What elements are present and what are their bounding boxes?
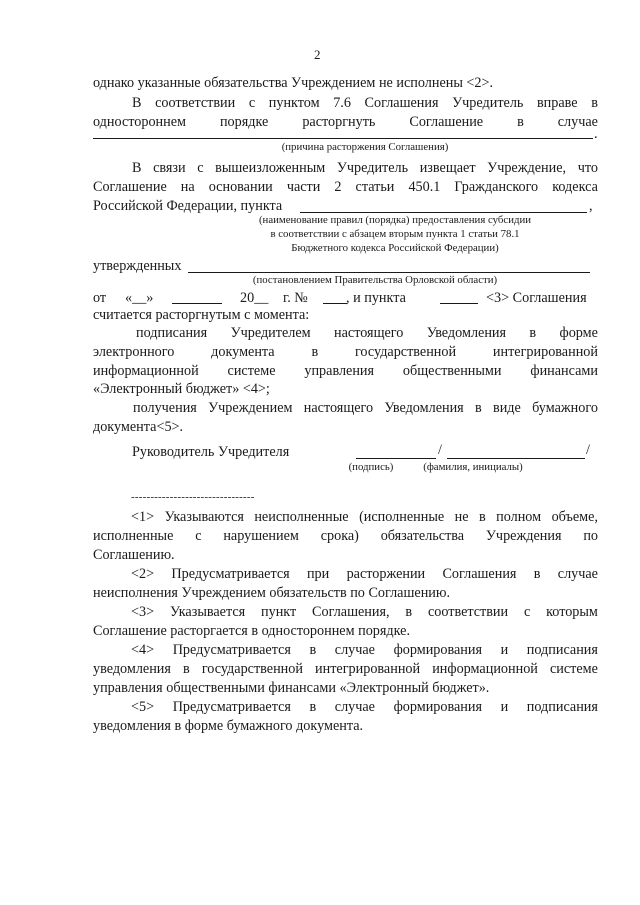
approved-label: утвержденных — [93, 258, 182, 274]
signing-line-2 — [93, 344, 598, 361]
word: Учреждением — [208, 400, 293, 416]
word: <1> — [131, 509, 155, 525]
word: Соглашения, — [312, 604, 390, 620]
signature-slash-2: / — [586, 442, 590, 458]
fn4-line-3: управления общественными финансами «Электронный бюджет». — [93, 680, 490, 696]
fn5-line-1 — [131, 699, 598, 716]
para-2-line-2 — [93, 114, 598, 131]
word: подписания — [526, 699, 598, 715]
word: не — [454, 509, 469, 525]
caption-signature: (подпись) — [348, 461, 394, 473]
word: в — [309, 642, 317, 658]
word: управления — [304, 363, 375, 379]
word: подписания — [526, 642, 598, 658]
word: что — [577, 160, 598, 176]
receipt-line-1 — [133, 400, 598, 417]
word: системе — [549, 661, 598, 677]
date-g-no: г. № — [283, 290, 308, 306]
word: срока) — [320, 528, 359, 544]
word: государственной — [201, 661, 303, 677]
word: полном — [496, 509, 542, 525]
signing-line-3 — [93, 363, 598, 380]
word: Предусматривается — [172, 699, 291, 715]
word: В — [132, 95, 142, 111]
fn4-line-1 — [131, 642, 598, 659]
word: расторгнуть — [302, 114, 376, 130]
word: объеме, — [551, 509, 598, 525]
word: в — [591, 95, 598, 111]
word: общественными — [402, 363, 502, 379]
word: системе — [227, 363, 276, 379]
word: Соглашения — [364, 95, 439, 111]
word: Соглашение — [409, 114, 484, 130]
word: <3> — [131, 604, 155, 620]
word: финансами — [530, 363, 598, 379]
fn1-line-1 — [131, 509, 598, 526]
word: вправе — [536, 95, 578, 111]
word: бумажного — [532, 400, 598, 416]
word: государственной — [354, 344, 457, 360]
word: пункт — [261, 604, 297, 620]
word: кодекса — [552, 179, 598, 195]
fn1-line-3: Соглашению. — [93, 547, 175, 563]
fn2-line-1 — [131, 566, 598, 583]
para-2-period: . — [594, 126, 598, 142]
word: <5> — [131, 699, 155, 715]
word: пунктом — [268, 95, 320, 111]
word: Предусматривается — [172, 642, 291, 658]
word: электронного — [93, 344, 175, 360]
caption-name: (фамилия, инициалы) — [423, 461, 523, 473]
para-3-line-1 — [132, 160, 598, 177]
word: Указывается — [169, 604, 246, 620]
word: в — [405, 604, 413, 620]
word: в — [478, 509, 486, 525]
date-tail: <3> Соглашения — [486, 290, 587, 306]
word: Уведомления — [384, 400, 464, 416]
word: исполненные — [93, 528, 174, 544]
caption-reason: (причина расторжения Соглашения) — [281, 141, 449, 153]
word: в — [309, 699, 317, 715]
caption-approved: (постановлением Правительства Орловской области) — [252, 274, 498, 286]
signature-blank — [356, 458, 436, 459]
word: Соглашение — [93, 179, 167, 195]
word: при — [306, 566, 330, 582]
word: настоящего — [334, 325, 404, 341]
word: информационной — [432, 661, 538, 677]
footnote-separator: -------------------------------- — [131, 491, 255, 503]
word: формирования — [393, 642, 483, 658]
word: обязательства — [380, 528, 465, 544]
date-from: от — [93, 290, 107, 306]
word: Предусматривается — [171, 566, 290, 582]
word: 2 — [334, 179, 342, 195]
word: в — [529, 325, 537, 341]
word: части — [286, 179, 321, 195]
date-and-point: , и пункта — [346, 290, 406, 306]
head-label: Руководитель Учредителя — [132, 444, 290, 460]
word: в — [311, 344, 319, 360]
word: <4> — [131, 642, 155, 658]
para-2-line-1 — [132, 95, 598, 112]
word: В — [132, 160, 142, 176]
word: Соглашения — [442, 566, 517, 582]
word: (исполненные — [359, 509, 445, 525]
word: настоящего — [303, 400, 374, 416]
word: 450.1 — [408, 179, 441, 195]
para-3-line-2 — [93, 179, 598, 196]
word: расторжении — [346, 566, 426, 582]
word: одностороннем — [93, 114, 186, 130]
date-year: 20__ — [240, 290, 269, 306]
word: с — [248, 95, 256, 111]
word: случае — [334, 642, 375, 658]
caption-rules-3: Бюджетного кодекса Российской Федерации) — [291, 242, 499, 254]
reason-blank-line — [93, 138, 593, 139]
word: информационной — [93, 363, 199, 379]
caption-rules-2: в соответствии с абзацем вторым пункта 1 статьи 78.1 — [270, 228, 520, 240]
para-3-line-3: Российской Федерации, пункта — [93, 198, 283, 214]
word: и — [500, 642, 509, 658]
body-line-1: однако указанные обязательства Учреждением не исполнены <2>. — [93, 75, 494, 91]
fn4-line-2 — [93, 661, 598, 678]
word: подписания — [136, 325, 208, 341]
fn3-line-1 — [131, 604, 598, 621]
word: Учредителем — [230, 325, 311, 341]
word: случае — [557, 114, 598, 130]
word: интегрированной — [492, 344, 598, 360]
word: Учреждения — [485, 528, 562, 544]
word: соответствии — [155, 95, 236, 111]
word: случае — [557, 566, 598, 582]
word: Учредитель — [336, 160, 409, 176]
word: неисполненные — [254, 509, 349, 525]
terminated-line: считается расторгнутым с момента: — [93, 307, 310, 323]
word: по — [583, 528, 598, 544]
word: основании — [208, 179, 273, 195]
word: Учредитель — [452, 95, 524, 111]
word: в — [517, 114, 524, 130]
receipt-line-2: документа<5>. — [93, 419, 184, 435]
fn1-line-2 — [93, 528, 598, 545]
word: с — [523, 604, 531, 620]
word: с — [197, 160, 204, 176]
word: в — [475, 400, 482, 416]
word: случае — [334, 699, 375, 715]
date-point-blank — [440, 303, 478, 304]
word: формирования — [393, 699, 483, 715]
signing-line-4: «Электронный бюджет» <4>; — [93, 381, 270, 397]
word: Уведомления — [426, 325, 507, 341]
word: виде — [493, 400, 521, 416]
para-3-comma: , — [589, 198, 593, 214]
fn3-line-2: Соглашение расторгается в одностороннем порядке. — [93, 623, 411, 639]
word: Гражданского — [454, 179, 539, 195]
date-month-blank — [172, 303, 222, 304]
caption-rules-1: (наименование правил (порядка) предоставления субсидии — [258, 214, 532, 226]
word: извещает — [419, 160, 476, 176]
word: с — [195, 528, 202, 544]
word: в — [183, 661, 190, 677]
word: в — [533, 566, 541, 582]
word: Указываются — [164, 509, 244, 525]
approved-blank-line — [188, 272, 590, 273]
rules-blank-line — [300, 212, 587, 213]
word: и — [500, 699, 509, 715]
word: уведомления — [93, 661, 171, 677]
page-number: 2 — [314, 47, 321, 62]
signature-slash-1: / — [438, 442, 442, 458]
fn5-line-2: уведомления в форме бумажного документа. — [93, 718, 364, 734]
word: нарушением — [223, 528, 299, 544]
date-day: «__» — [125, 290, 154, 306]
name-blank — [447, 458, 585, 459]
signing-line-1 — [136, 325, 598, 342]
word: интегрированной — [315, 661, 421, 677]
word: порядке — [219, 114, 269, 130]
word: вышеизложенным — [215, 160, 326, 176]
word: документа — [211, 344, 275, 360]
word: связи — [153, 160, 186, 176]
word: соответствии — [427, 604, 509, 620]
word: <2> — [131, 566, 155, 582]
word: Учреждение, — [487, 160, 567, 176]
fn2-line-2: неисполнения Учреждением обязательств по Соглашению. — [93, 585, 451, 601]
date-number-blank — [323, 303, 347, 304]
word: которым — [546, 604, 598, 620]
word: форме — [559, 325, 598, 341]
word: на — [180, 179, 195, 195]
word: 7.6 — [333, 95, 351, 111]
word: получения — [133, 400, 197, 416]
word: статьи — [355, 179, 395, 195]
